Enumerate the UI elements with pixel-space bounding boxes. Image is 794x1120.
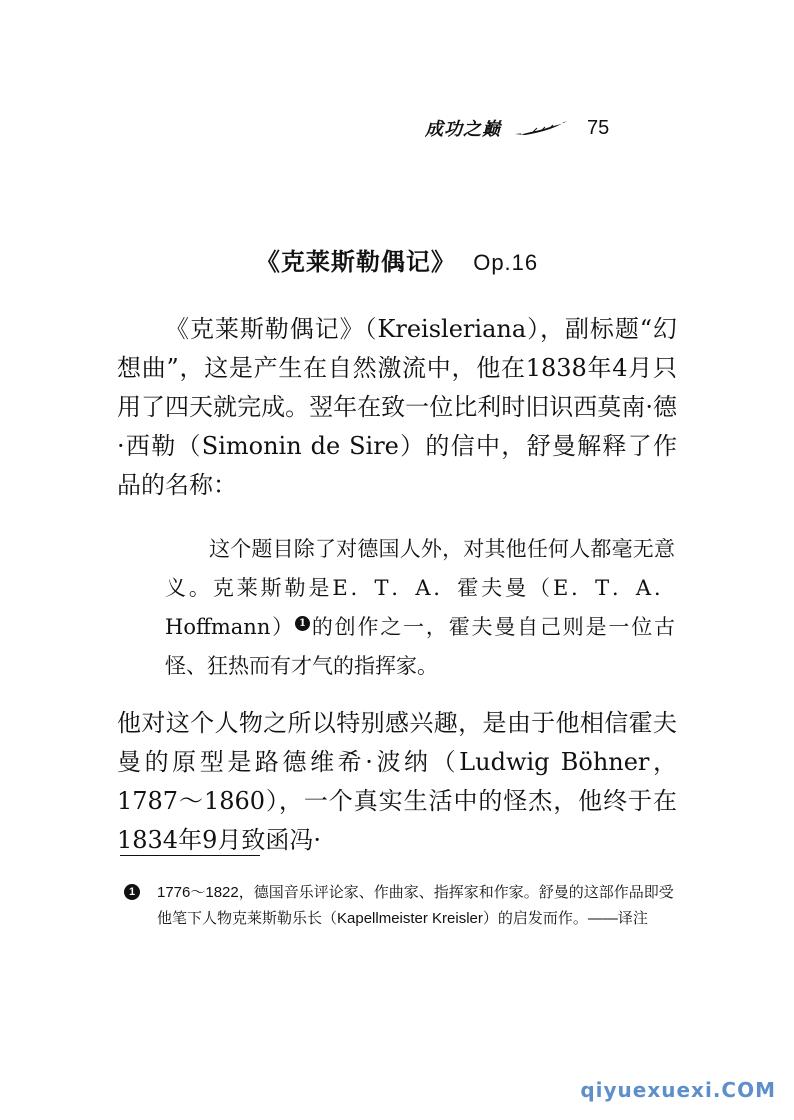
footnote-reference-marker: 1 (295, 616, 310, 631)
section-title-text: 《克莱斯勒偶记》 (255, 247, 456, 276)
page-number: 75 (587, 116, 610, 139)
paragraph-1: 《克莱斯勒偶记》（Kreisleriana），副标题“幻想曲”，这是产生在自然激流中，他在1838年4月只用了四天就完成。翌年在致一位比利时旧识西莫南·德·西勒（Simonin de Sire）的信中，舒曼解释了作品的名称： (117, 315, 677, 499)
quote-text-after: 的创作之一，霍夫曼自己则是一位古怪、狂热而有才气的指挥家。 (165, 615, 676, 678)
site-watermark: qiyuexuexi.COM (580, 1078, 776, 1102)
section-opus: Op.16 (473, 250, 539, 275)
footnote-text: 1776～1822，德国音乐评论家、作曲家、指挥家和作家。舒曼的这部作品即受他笔下人物克莱斯勒乐长（Kapellmeister Kreisler）的启发而作。——译注 (157, 884, 674, 927)
section-title (0, 242, 794, 277)
running-header (425, 115, 609, 141)
block-quote (165, 530, 675, 686)
footnote-divider (120, 855, 260, 856)
footnote (128, 880, 677, 932)
running-header-title: 成功之巅 (425, 119, 501, 140)
quote-text-before: 这个题目除了对德国人外，对其他任何人都毫无意义。克莱斯勒是E．T．A．霍夫曼（E．T．A．Hoffmann） (165, 537, 675, 639)
footnote-marker: 1 (124, 884, 140, 900)
paragraph-2: 他对这个人物之所以特别感兴趣，是由于他相信霍夫曼的原型是路德维希·波纳（Ludwig Böhner，1787～1860），一个真实生活中的怪杰，他终于在1834年9月致函冯· (117, 709, 677, 854)
quill-icon (513, 119, 569, 137)
